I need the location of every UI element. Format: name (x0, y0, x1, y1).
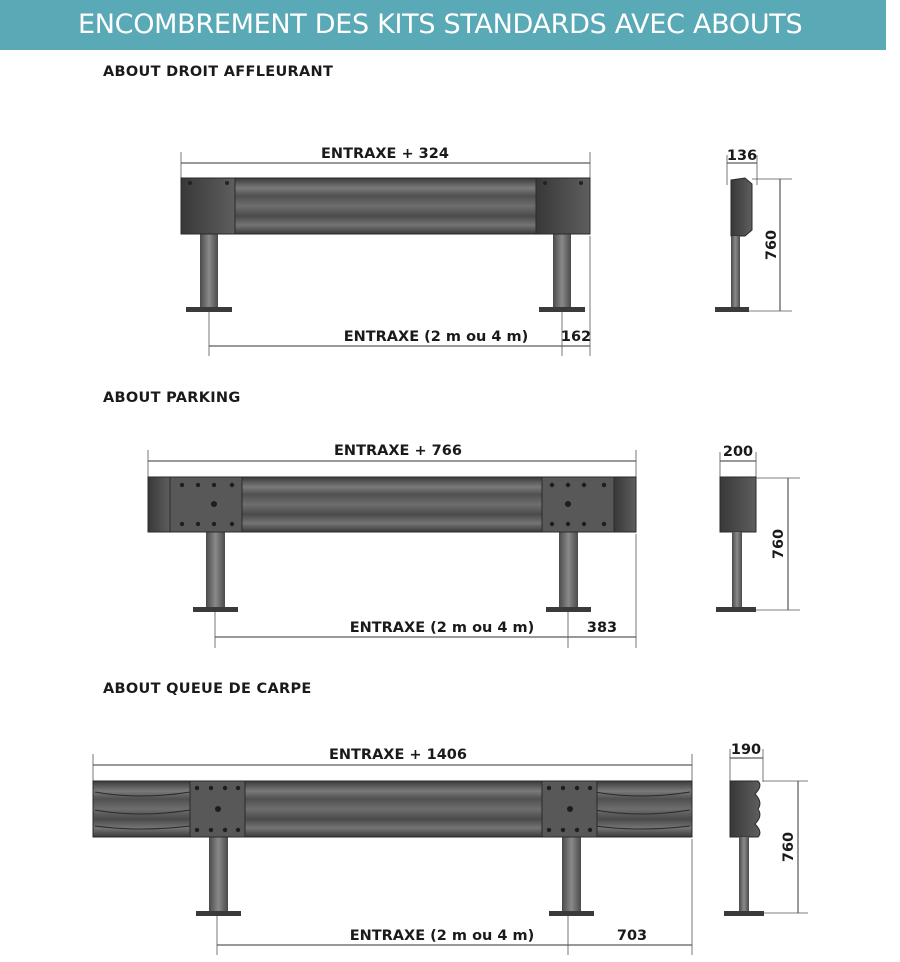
post-base (193, 607, 238, 612)
end-block (181, 178, 235, 234)
post-base (539, 307, 585, 312)
page-title: ENCOMBREMENT DES KITS STANDARDS AVEC ABOUTS (78, 9, 803, 40)
diagram-queue-de-carpe (93, 742, 808, 955)
post-spacing-label: ENTRAXE (2 m ou 4 m) (349, 928, 535, 944)
diagram-droit (181, 146, 792, 356)
side-profile (730, 781, 760, 837)
side-post-base (724, 911, 764, 916)
post (200, 232, 218, 308)
side-post (732, 532, 742, 608)
post-base (196, 911, 241, 916)
height-label: 760 (771, 528, 787, 560)
section-title-droit: ABOUT DROIT AFFLEURANT (103, 64, 334, 80)
overall-length-label: ENTRAXE + 766 (334, 443, 462, 459)
post-base (549, 911, 594, 916)
post-spacing-label: ENTRAXE (2 m ou 4 m) (343, 329, 529, 345)
end-overhang-label: 383 (586, 620, 618, 636)
side-post (739, 837, 749, 912)
post (209, 835, 228, 912)
section-title-parking: ABOUT PARKING (103, 390, 241, 406)
side-post-base (716, 607, 756, 612)
diagram-parking (148, 443, 800, 648)
side-post-base (715, 307, 749, 312)
rail (181, 178, 590, 234)
end-overhang-label: 162 (560, 329, 592, 345)
end-block (536, 178, 590, 234)
side-post (731, 236, 740, 308)
height-label: 760 (764, 229, 780, 261)
post-base (186, 307, 232, 312)
post (559, 530, 578, 608)
post-spacing-label: ENTRAXE (2 m ou 4 m) (349, 620, 535, 636)
side-profile (720, 477, 756, 532)
side-width-label: 190 (730, 742, 762, 758)
overall-length-label: ENTRAXE + 1406 (328, 747, 468, 763)
post (562, 835, 581, 912)
post (553, 232, 571, 308)
end-cap (614, 477, 636, 532)
rail (93, 781, 692, 837)
end-overhang-label: 703 (616, 928, 648, 944)
side-width-label: 200 (722, 444, 754, 460)
height-label: 760 (781, 831, 797, 863)
post (206, 530, 225, 608)
side-profile (731, 178, 752, 236)
overall-length-label: ENTRAXE + 324 (321, 146, 449, 162)
section-title-queue: ABOUT QUEUE DE CARPE (103, 681, 312, 697)
post-base (546, 607, 591, 612)
side-width-label: 136 (726, 148, 758, 164)
end-cap (148, 477, 170, 532)
